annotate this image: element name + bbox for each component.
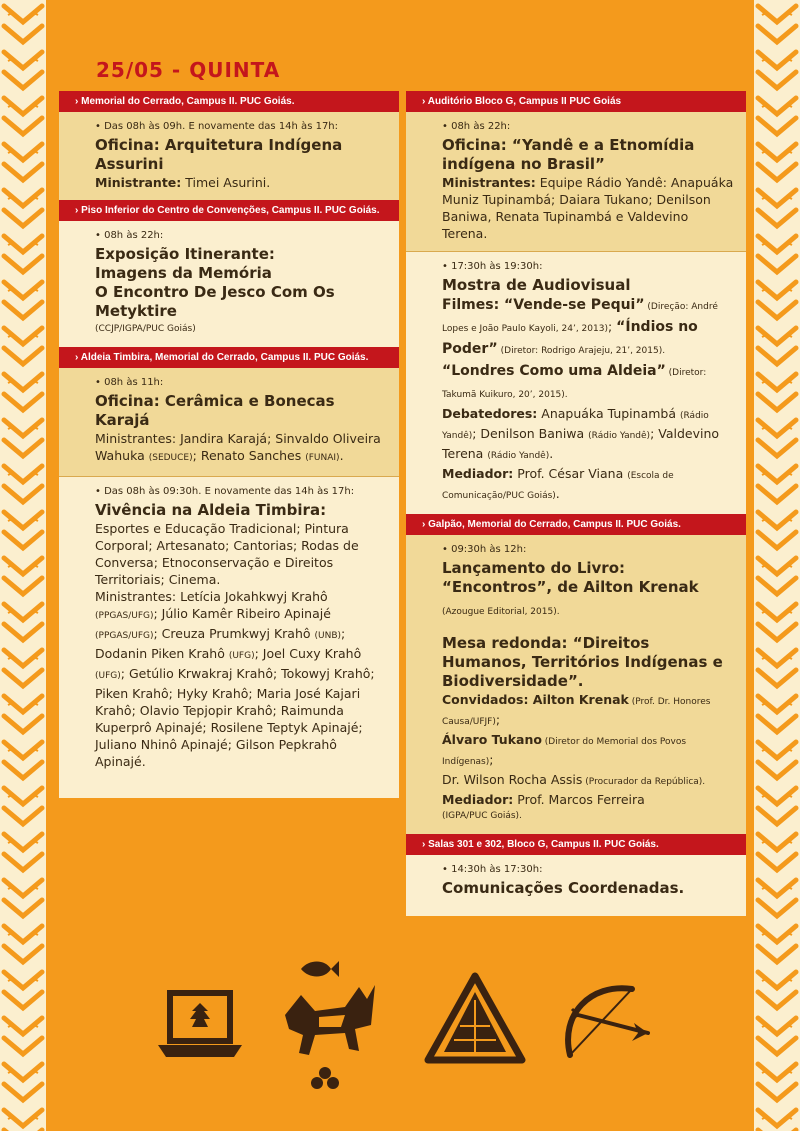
- event-title-line: Exposição Itinerante:: [95, 245, 275, 263]
- venue-header: › Salas 301 e 302, Bloco G, Campus II. PUC Goiás.: [406, 834, 746, 855]
- page-title: 25/05 - QUINTA: [96, 58, 281, 82]
- venue-header: › Auditório Bloco G, Campus II PUC Goiás: [406, 91, 746, 112]
- venue-header: › Galpão, Memorial do Cerrado, Campus II. PUC Goiás.: [406, 514, 746, 535]
- mesa-title: Mesa redonda: “Direitos Humanos, Territórios Indígenas e Biodiversidade”.: [442, 634, 723, 690]
- venue-header: › Memorial do Cerrado, Campus II. PUC Goiás.: [59, 91, 399, 112]
- event-title-line: Imagens da Memória: [95, 264, 272, 282]
- event-ministrante: Ministrante: Timei Asurini.: [95, 175, 271, 190]
- mediador-note: (IGPA/PUC Goiás).: [442, 811, 522, 821]
- event-ministrantes: Ministrantes: Equipe Rádio Yandê: Anapuáka Muniz Tupinambá; Daiara Tukano; Denilson Baniwa, Renata Tupinambá e Valdevino Terena.: [442, 175, 734, 241]
- illustration-row: [150, 955, 670, 1105]
- left-pattern-border: [0, 0, 46, 1131]
- left-column: [59, 91, 399, 798]
- event-time: • 14:30h às 17:30h:: [442, 864, 734, 875]
- event-block: [59, 476, 399, 798]
- event-title-line: O Encontro De Jesco Com Os: [95, 283, 335, 301]
- convidado-wilson: Dr. Wilson Rocha Assis (Procurador da República).: [442, 772, 706, 787]
- event-title-line: Oficina: “Yandê e a Etnomídia: [442, 136, 695, 154]
- event-time: • 17:30h às 19:30h:: [442, 261, 734, 272]
- event-time: • 08h às 22h:: [442, 121, 734, 132]
- debatedores: Debatedores: Anapuáka Tupinambá (Rádio Yandê); Denilson Baniwa (Rádio Yandê); Valdevino Terena (Rádio Yandê).: [442, 406, 720, 461]
- event-block: [406, 251, 746, 514]
- event-time: • Das 08h às 09:30h. E novamente das 14h às 17h:: [95, 486, 387, 497]
- event-title: Comunicações Coordenadas.: [442, 879, 685, 897]
- venue-header: › Piso Inferior do Centro de Convenções, Campus II. PUC Goiás.: [59, 200, 399, 221]
- event-time: • 09:30h às 12h:: [442, 544, 734, 555]
- event-block: [406, 112, 746, 251]
- venue-header: › Aldeia Timbira, Memorial do Cerrado, Campus II. PUC Goiás.: [59, 347, 399, 368]
- event-block: [59, 112, 399, 200]
- event-title: Oficina: Cerâmica e Bonecas Karajá: [95, 392, 335, 429]
- launch-title: Lançamento do Livro: “Encontros”, de Ailton Krenak (Azougue Editorial, 2015).: [442, 559, 699, 617]
- mediador: Mediador: Prof. César Viana (Escola de Comunicação/PUC Goiás).: [442, 466, 674, 501]
- event-block: [59, 221, 399, 347]
- event-block: [406, 855, 746, 916]
- event-title-line: Mostra de Audiovisual: [442, 276, 631, 294]
- convidados: Convidados: Ailton Krenak (Prof. Dr. Honores Causa/UFJF);: [442, 692, 711, 727]
- hut-icon: [420, 970, 530, 1070]
- bow-arrow-icon: [550, 975, 660, 1075]
- event-ministrantes: Ministrantes: Jandira Karajá; Sinvaldo Oliveira Wahuka (SEDUCE); Renato Sanches (FUNAI).: [95, 431, 381, 463]
- event-block: [59, 368, 399, 476]
- event-time: • 08h às 22h:: [95, 230, 387, 241]
- film-list: Filmes: “Vende-se Pequi” (Direção: André Lopes e João Paulo Kayoli, 24’, 2013); “Índios no Poder” (Diretor: Rodrigo Arajeju, 21’, 2015). “Londres Como uma Aldeia” (Diretor: Takumã Kuikuro, 20’, 2015).: [442, 297, 718, 400]
- right-pattern-border: [754, 0, 800, 1131]
- event-title-line: Metyktire: [95, 302, 177, 320]
- event-activities: Esportes e Educação Tradicional; Pintura Corporal; Artesanato; Cantorias; Rodas de Conversa; Etnoconservação e Direitos Territoriais; Cinema.: [95, 521, 359, 587]
- event-time: • Das 08h às 09h. E novamente das 14h às 17h:: [95, 121, 387, 132]
- right-column: [406, 91, 746, 916]
- mediador: Mediador: Prof. Marcos Ferreira: [442, 792, 645, 807]
- event-ministrantes: Ministrantes: Letícia Jokahkwyj Krahô (PPGAS/UFG); Júlio Kamêr Ribeiro Apinajé (PPGAS/UFG); Creuza Prumkwyj Krahô (UNB); Dodanin Piken Krahô (UFG); Joel Cuxy Krahô (UFG); Getúlio Krwakraj Krahô; Tokowyj Krahô; Piken Krahô; Hyky Krahô; Maria José Kajari Krahô; Olavio Tepjopir Krahô; Raimunda Kuperprô Apinajé; Rosilene Teptyk Apinajé; Juliano Nhinô Apinajé; Gilson Pepkrahô Apinajé.: [95, 589, 375, 769]
- event-time: • 08h às 11h:: [95, 377, 387, 388]
- fish-dog-icon: [275, 955, 385, 1095]
- event-title: Oficina: Arquitetura Indígena Assurini: [95, 136, 343, 173]
- convidado-alvaro: Álvaro Tukano (Diretor do Memorial dos Povos Indígenas);: [442, 732, 687, 767]
- laptop-icon: [150, 985, 250, 1065]
- event-note: (CCJP/IGPA/PUC Goiás): [95, 324, 196, 334]
- event-block: [406, 535, 746, 834]
- event-title: Vivência na Aldeia Timbira:: [95, 501, 327, 519]
- event-title-line: indígena no Brasil”: [442, 155, 605, 173]
